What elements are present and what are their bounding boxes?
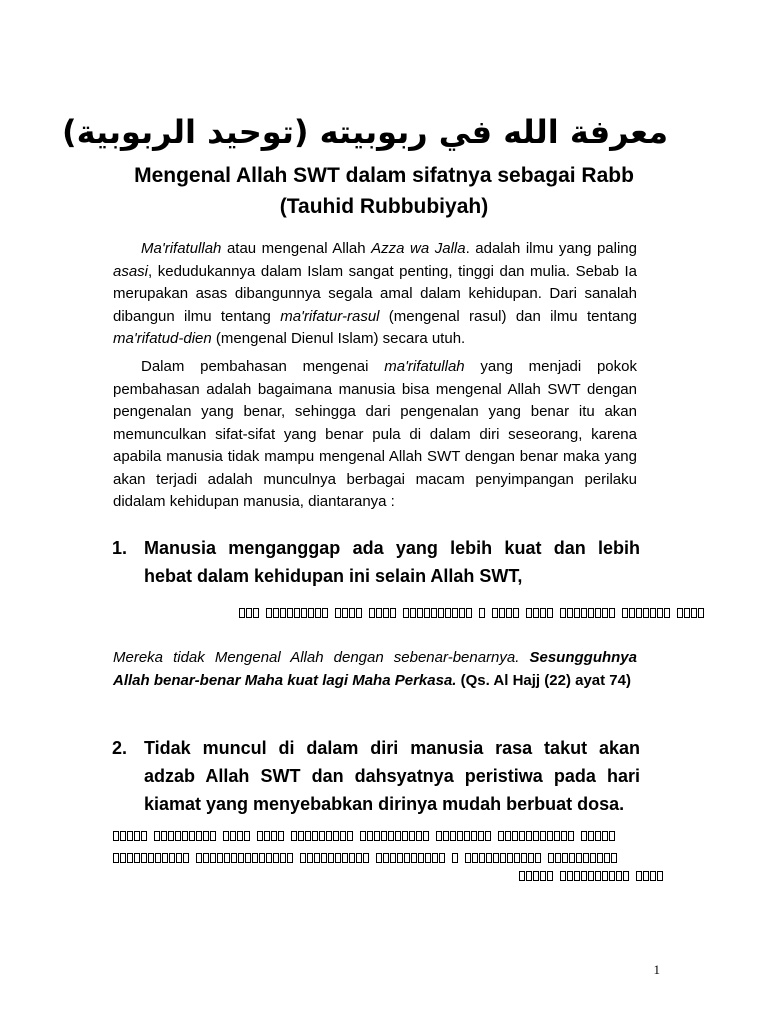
missing-glyph-box	[168, 831, 174, 841]
missing-glyph-box	[526, 871, 532, 881]
missing-glyph-box	[367, 831, 373, 841]
missing-glyph-box	[340, 831, 346, 841]
missing-glyph-box	[273, 608, 279, 618]
missing-glyph-box	[597, 853, 603, 863]
missing-glyph-box	[466, 608, 472, 618]
missing-glyph-box	[471, 831, 477, 841]
missing-glyph-row	[519, 870, 663, 882]
missing-glyph-box	[431, 608, 437, 618]
missing-glyph-box	[595, 871, 601, 881]
missing-glyph-box	[308, 608, 314, 618]
missing-glyph-box	[567, 871, 573, 881]
missing-glyph-box	[492, 608, 498, 618]
list-number: 1.	[112, 538, 128, 558]
paragraph-2-text: yang menjadi pokok pembahasan adalah bagaimana manusia bisa mengenal Allah SWT dengan pengenalan yang benar, sehingga dari pengenalan yang benar itu akan memunculkan sifat-sifat yang benar pula di dalam diri seseorang, karena apabila manusia tidak mampu mengenal Allah SWT dengan benar maka yang akan terjadi adalah munculnya berbagai macam penyimpangan perilaku didalam kehidupan manusia, diantaranya :	[113, 358, 637, 510]
term-marifatullah: ma'rifatullah	[384, 358, 465, 375]
missing-glyph-word	[498, 831, 574, 842]
missing-glyph-box	[452, 608, 458, 618]
missing-glyph-box	[154, 831, 160, 841]
missing-glyph-box	[239, 608, 245, 618]
missing-glyph-box	[224, 853, 230, 863]
missing-glyph-box	[238, 853, 244, 863]
quote-1	[113, 647, 637, 692]
missing-glyph-word	[291, 831, 353, 842]
missing-glyph-box	[588, 871, 594, 881]
missing-glyph-box	[459, 608, 465, 618]
missing-glyph-box	[650, 608, 656, 618]
missing-glyph-box	[342, 853, 348, 863]
missing-glyph-word	[560, 871, 629, 882]
missing-glyph-box	[521, 853, 527, 863]
missing-glyph-box	[266, 608, 272, 618]
missing-glyph-box	[328, 853, 334, 863]
missing-glyph-box	[315, 608, 321, 618]
missing-glyph-box	[278, 831, 284, 841]
missing-glyph-box	[217, 853, 223, 863]
missing-glyph-word	[369, 608, 396, 619]
missing-glyph-word	[492, 608, 519, 619]
paragraph-2-text: Dalam pembahasan mengenai	[141, 358, 385, 375]
missing-glyph-box	[604, 853, 610, 863]
missing-glyph-box	[120, 853, 126, 863]
missing-glyph-box	[424, 608, 430, 618]
missing-glyph-box	[134, 831, 140, 841]
missing-glyph-box	[287, 608, 293, 618]
missing-glyph-box	[547, 871, 553, 881]
missing-glyph-box	[182, 831, 188, 841]
missing-glyph-box	[519, 871, 525, 881]
missing-glyph-word	[300, 853, 369, 864]
missing-glyph-word	[636, 871, 663, 882]
missing-glyph-box	[349, 608, 355, 618]
missing-glyph-box	[562, 853, 568, 863]
missing-glyph-box	[120, 831, 126, 841]
missing-glyph-box	[507, 853, 513, 863]
missing-glyph-box	[322, 608, 328, 618]
missing-glyph-box	[418, 853, 424, 863]
missing-glyph-box	[404, 853, 410, 863]
missing-glyph-word	[360, 831, 429, 842]
missing-glyph-box	[257, 831, 263, 841]
missing-glyph-box	[540, 831, 546, 841]
missing-glyph-box	[183, 853, 189, 863]
missing-glyph-box	[432, 853, 438, 863]
missing-glyph-word	[479, 608, 485, 619]
missing-glyph-box	[465, 853, 471, 863]
missing-glyph-box	[443, 831, 449, 841]
missing-glyph-box	[210, 831, 216, 841]
missing-glyph-box	[581, 871, 587, 881]
missing-glyph-box	[301, 608, 307, 618]
missing-glyph-box	[698, 608, 704, 618]
term-asasi: asasi	[113, 262, 149, 280]
missing-glyph-box	[300, 853, 306, 863]
missing-glyph-word	[519, 871, 553, 882]
missing-glyph-box	[629, 608, 635, 618]
term-marifatur-rasul: ma'rifatur-rasul	[280, 307, 380, 325]
missing-glyph-box	[478, 831, 484, 841]
missing-glyph-box	[569, 853, 575, 863]
quote-translation: Mereka tidak Mengenal Allah dengan sebenar-benarnya.	[113, 649, 530, 666]
missing-glyph-box	[259, 853, 265, 863]
missing-glyph-box	[498, 831, 504, 841]
missing-glyph-box	[533, 871, 539, 881]
missing-glyph-box	[141, 831, 147, 841]
missing-glyph-box	[623, 871, 629, 881]
paragraph-1-text: atau mengenal Allah	[221, 240, 372, 257]
missing-glyph-row	[113, 852, 617, 864]
paragraph-1-text: . adalah ilmu yang paling	[465, 240, 637, 257]
missing-glyph-box	[381, 831, 387, 841]
missing-glyph-box	[602, 608, 608, 618]
missing-glyph-box	[450, 831, 456, 841]
paragraph-1-text: , kedudukannya dalam Islam sangat penting, tinggi dan mulia. Sebab Ia merupakan asas dibangunnya segala amal dalam kehidupan. Dari sanalah dibangun ilmu tentang	[113, 262, 637, 325]
missing-glyph-word	[465, 853, 541, 864]
missing-glyph-box	[439, 853, 445, 863]
missing-glyph-box	[230, 831, 236, 841]
list-item-text: Tidak muncul di dalam diri manusia rasa takut akan adzab Allah SWT dan dahsyatnya peristiwa pada hari kiamat yang menyebabkan dirinya mudah berbuat dosa.	[144, 738, 640, 814]
missing-glyph-box	[294, 608, 300, 618]
missing-glyph-box	[486, 853, 492, 863]
missing-glyph-box	[237, 831, 243, 841]
missing-glyph-box	[657, 608, 663, 618]
arabic-title: معرفة الله في ربوبيته (توحيد الربوبية)	[61, 113, 668, 151]
missing-glyph-box	[505, 831, 511, 841]
missing-glyph-box	[526, 608, 532, 618]
missing-glyph-word	[223, 831, 250, 842]
missing-glyph-box	[457, 831, 463, 841]
missing-glyph-box	[383, 853, 389, 863]
missing-glyph-box	[342, 608, 348, 618]
paragraph-1-text: (mengenal Dienul Islam) secara utuh.	[211, 330, 466, 347]
missing-glyph-box	[298, 831, 304, 841]
list-item-1	[112, 534, 640, 590]
missing-glyph-box	[535, 853, 541, 863]
list-item-text: Manusia menganggap ada yang lebih kuat dan lebih hebat dalam kehidupan ini selain Allah SWT,	[144, 538, 640, 586]
missing-glyph-box	[609, 608, 615, 618]
missing-glyph-box	[568, 831, 574, 841]
term-azza-wa-jalla: Azza wa Jalla	[371, 240, 466, 257]
missing-glyph-box	[252, 853, 258, 863]
missing-glyph-box	[540, 608, 546, 618]
missing-glyph-box	[326, 831, 332, 841]
missing-glyph-box	[196, 831, 202, 841]
list-item-2	[112, 734, 640, 818]
missing-glyph-box	[602, 831, 608, 841]
missing-glyph-box	[547, 608, 553, 618]
missing-glyph-box	[363, 853, 369, 863]
missing-glyph-box	[438, 608, 444, 618]
missing-glyph-box	[595, 608, 601, 618]
missing-glyph-box	[287, 853, 293, 863]
missing-glyph-box	[636, 871, 642, 881]
missing-glyph-box	[506, 608, 512, 618]
missing-glyph-box	[560, 871, 566, 881]
missing-glyph-box	[650, 871, 656, 881]
missing-glyph-word	[266, 608, 328, 619]
quote-emphasis: Sesungguhnya Allah benar-benar Maha kuat lagi Maha Perkasa.	[113, 649, 637, 689]
missing-glyph-box	[162, 853, 168, 863]
missing-glyph-box	[390, 608, 396, 618]
missing-glyph-row	[239, 607, 704, 619]
missing-glyph-box	[622, 608, 628, 618]
missing-glyph-box	[616, 871, 622, 881]
missing-glyph-box	[403, 608, 409, 618]
missing-glyph-box	[176, 853, 182, 863]
missing-glyph-box	[113, 831, 119, 841]
missing-glyph-box	[388, 831, 394, 841]
missing-glyph-box	[464, 831, 470, 841]
quote-reference: (Qs. Al Hajj (22) ayat 74)	[456, 671, 631, 689]
missing-glyph-box	[376, 608, 382, 618]
missing-glyph-box	[499, 608, 505, 618]
missing-glyph-box	[333, 831, 339, 841]
missing-glyph-word	[196, 853, 293, 864]
missing-glyph-word	[526, 608, 553, 619]
missing-glyph-box	[203, 831, 209, 841]
missing-glyph-box	[161, 831, 167, 841]
missing-glyph-box	[314, 853, 320, 863]
missing-glyph-box	[533, 608, 539, 618]
missing-glyph-box	[436, 831, 442, 841]
term-marifatud-dien: ma'rifatud-dien	[113, 330, 212, 347]
missing-glyph-box	[148, 853, 154, 863]
missing-glyph-box	[210, 853, 216, 863]
missing-glyph-box	[526, 831, 532, 841]
page-number: 1	[653, 962, 660, 977]
missing-glyph-box	[554, 831, 560, 841]
missing-glyph-word	[560, 608, 615, 619]
term-marifatullah: Ma'rifatullah	[141, 240, 222, 257]
missing-glyph-box	[410, 608, 416, 618]
missing-glyph-box	[609, 871, 615, 881]
missing-glyph-box	[691, 608, 697, 618]
paragraph-1-text: (mengenal rasul) dan ilmu tentang	[379, 307, 638, 325]
missing-glyph-word	[376, 853, 445, 864]
missing-glyph-box	[189, 831, 195, 841]
missing-glyph-word	[622, 608, 670, 619]
missing-glyph-box	[321, 853, 327, 863]
missing-glyph-box	[356, 608, 362, 618]
missing-glyph-box	[533, 831, 539, 841]
missing-glyph-box	[583, 853, 589, 863]
missing-glyph-box	[127, 853, 133, 863]
missing-glyph-box	[547, 831, 553, 841]
missing-glyph-box	[402, 831, 408, 841]
missing-glyph-box	[280, 853, 286, 863]
missing-glyph-box	[423, 831, 429, 841]
missing-glyph-box	[677, 608, 683, 618]
missing-glyph-word	[436, 831, 491, 842]
missing-glyph-box	[540, 871, 546, 881]
missing-glyph-box	[271, 831, 277, 841]
missing-glyph-box	[500, 853, 506, 863]
missing-glyph-box	[155, 853, 161, 863]
missing-glyph-box	[273, 853, 279, 863]
missing-glyph-box	[581, 608, 587, 618]
missing-glyph-box	[416, 831, 422, 841]
missing-glyph-box	[231, 853, 237, 863]
missing-glyph-word	[257, 831, 284, 842]
missing-glyph-box	[244, 831, 250, 841]
missing-glyph-box	[425, 853, 431, 863]
missing-glyph-box	[595, 831, 601, 841]
missing-glyph-box	[657, 871, 663, 881]
missing-glyph-box	[335, 608, 341, 618]
missing-glyph-box	[479, 608, 485, 618]
missing-glyph-box	[411, 853, 417, 863]
missing-glyph-box	[445, 608, 451, 618]
missing-glyph-box	[567, 608, 573, 618]
missing-glyph-box	[588, 831, 594, 841]
missing-glyph-box	[305, 831, 311, 841]
missing-glyph-box	[390, 853, 396, 863]
missing-glyph-box	[590, 853, 596, 863]
missing-glyph-word	[548, 853, 617, 864]
missing-glyph-box	[548, 853, 554, 863]
missing-glyph-box	[203, 853, 209, 863]
missing-glyph-box	[493, 853, 499, 863]
paragraph-2	[113, 356, 637, 514]
missing-glyph-row	[113, 830, 615, 842]
missing-glyph-box	[253, 608, 259, 618]
missing-glyph-box	[335, 853, 341, 863]
missing-glyph-box	[266, 853, 272, 863]
missing-glyph-box	[528, 853, 534, 863]
missing-glyph-box	[134, 853, 140, 863]
missing-glyph-box	[602, 871, 608, 881]
missing-glyph-box	[369, 608, 375, 618]
missing-glyph-box	[472, 853, 478, 863]
missing-glyph-box	[291, 831, 297, 841]
missing-glyph-box	[485, 831, 491, 841]
missing-glyph-box	[307, 853, 313, 863]
missing-glyph-box	[561, 831, 567, 841]
missing-glyph-box	[417, 608, 423, 618]
missing-glyph-box	[636, 608, 642, 618]
missing-glyph-box	[347, 831, 353, 841]
missing-glyph-word	[677, 608, 704, 619]
missing-glyph-box	[349, 853, 355, 863]
title-line-2: (Tauhid Rubbubiyah)	[279, 195, 489, 218]
missing-glyph-word	[239, 608, 259, 619]
missing-glyph-box	[360, 831, 366, 841]
missing-glyph-word	[452, 853, 458, 864]
missing-glyph-box	[127, 831, 133, 841]
missing-glyph-box	[246, 608, 252, 618]
missing-glyph-word	[113, 831, 147, 842]
missing-glyph-box	[374, 831, 380, 841]
missing-glyph-word	[335, 608, 362, 619]
missing-glyph-box	[196, 853, 202, 863]
missing-glyph-word	[403, 608, 472, 619]
missing-glyph-box	[581, 831, 587, 841]
missing-glyph-box	[395, 831, 401, 841]
missing-glyph-box	[452, 853, 458, 863]
paragraph-1	[113, 238, 637, 351]
missing-glyph-box	[684, 608, 690, 618]
missing-glyph-word	[581, 831, 615, 842]
missing-glyph-box	[574, 608, 580, 618]
missing-glyph-box	[141, 853, 147, 863]
missing-glyph-box	[223, 831, 229, 841]
missing-glyph-box	[356, 853, 362, 863]
missing-glyph-box	[574, 871, 580, 881]
missing-glyph-box	[611, 853, 617, 863]
title-line-1: Mengenal Allah SWT dalam sifatnya sebagai Rabb	[134, 164, 634, 187]
missing-glyph-box	[397, 853, 403, 863]
list-number: 2.	[112, 738, 128, 758]
missing-glyph-box	[588, 608, 594, 618]
missing-glyph-box	[609, 831, 615, 841]
document-title	[80, 160, 688, 222]
missing-glyph-box	[383, 608, 389, 618]
missing-glyph-box	[513, 608, 519, 618]
missing-glyph-box	[555, 853, 561, 863]
missing-glyph-box	[576, 853, 582, 863]
missing-glyph-box	[245, 853, 251, 863]
missing-glyph-box	[319, 831, 325, 841]
missing-glyph-box	[169, 853, 175, 863]
missing-glyph-word	[154, 831, 216, 842]
missing-glyph-word	[113, 853, 189, 864]
missing-glyph-box	[643, 608, 649, 618]
missing-glyph-box	[312, 831, 318, 841]
missing-glyph-box	[376, 853, 382, 863]
missing-glyph-box	[519, 831, 525, 841]
missing-glyph-box	[643, 871, 649, 881]
missing-glyph-box	[175, 831, 181, 841]
missing-glyph-box	[514, 853, 520, 863]
missing-glyph-box	[409, 831, 415, 841]
missing-glyph-box	[512, 831, 518, 841]
missing-glyph-box	[264, 831, 270, 841]
missing-glyph-box	[479, 853, 485, 863]
missing-glyph-box	[560, 608, 566, 618]
missing-glyph-box	[664, 608, 670, 618]
missing-glyph-box	[113, 853, 119, 863]
missing-glyph-box	[280, 608, 286, 618]
